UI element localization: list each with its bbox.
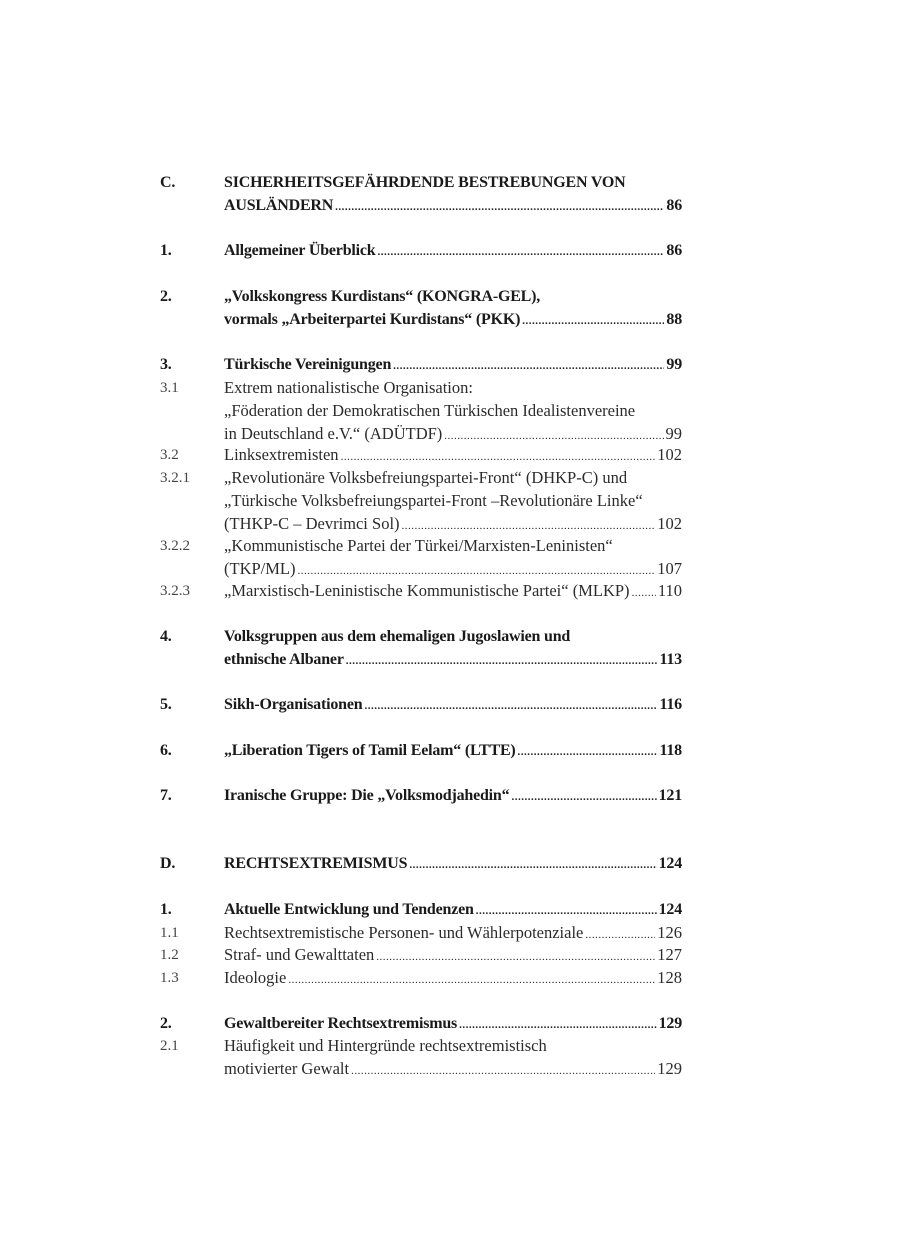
toc-entry[interactable]	[0, 172, 900, 214]
section-number: 1.	[160, 242, 172, 259]
dot-leader	[402, 515, 656, 538]
toc-entry[interactable]	[0, 626, 900, 668]
section-number: 1.	[160, 901, 172, 918]
page-number: 86	[666, 242, 682, 259]
page-number: 107	[657, 558, 682, 578]
entry-title	[224, 377, 682, 447]
section-number: C.	[160, 174, 176, 191]
entry-title	[224, 580, 682, 605]
page-number: 128	[657, 968, 682, 987]
page-number: 127	[657, 945, 682, 964]
section-number: 7.	[160, 787, 172, 804]
page-number: 118	[659, 742, 682, 759]
section-number: 2.	[160, 288, 172, 305]
entry-title-line: vormals „Arbeiterpartei Kurdistans“ (PKK)	[224, 310, 521, 328]
entry-title	[224, 467, 682, 537]
entry-title-line: „Volkskongress Kurdistans“ (KONGRA-GEL),	[224, 288, 541, 305]
section-number: 1.2	[160, 947, 179, 963]
page-number: 102	[657, 445, 682, 464]
section-number: 2.1	[160, 1038, 179, 1054]
page-number: 116	[659, 696, 682, 713]
entry-title-line: Türkische Vereinigungen	[224, 356, 392, 373]
page-number: 124	[658, 855, 682, 872]
dot-leader	[351, 1060, 655, 1083]
dot-leader	[522, 310, 664, 333]
section-number: 5.	[160, 696, 172, 713]
toc-entry[interactable]	[0, 580, 900, 604]
entry-title-line: RECHTSEXTREMISMUS	[224, 855, 408, 872]
entry-title	[224, 967, 682, 992]
entry-title	[224, 286, 682, 333]
section-number: 1.3	[160, 970, 179, 986]
section-number: 2.	[160, 1015, 172, 1032]
entry-title	[224, 172, 682, 219]
section-number: D.	[160, 855, 176, 872]
toc-entry[interactable]	[0, 444, 900, 468]
entry-title-line: Linksextremisten	[224, 445, 339, 464]
entry-title-line: (TKP/ML)	[224, 558, 296, 578]
dot-leader	[335, 196, 664, 219]
toc-entry[interactable]	[0, 785, 900, 809]
dot-leader	[364, 695, 657, 718]
entry-title-line: motivierter Gewalt	[224, 1058, 350, 1078]
entry-title	[224, 853, 682, 877]
page-number: 102	[657, 513, 682, 533]
page-number: 129	[658, 1015, 682, 1032]
section-number: 4.	[160, 628, 172, 645]
section-number: 3.2.3	[160, 583, 190, 599]
dot-leader	[341, 446, 656, 469]
entry-title-line: Rechtsextremistische Personen- und Wählerpotenziale	[224, 923, 584, 942]
dot-leader	[288, 969, 655, 992]
entry-title	[224, 899, 682, 923]
page-number: 126	[657, 923, 682, 942]
entry-title-line: Ideologie	[224, 968, 287, 987]
entry-title-line: (THKP-C – Devrimci Sol)	[224, 513, 400, 533]
section-number: 3.2	[160, 447, 179, 463]
entry-title-line: AUSLÄNDERN	[224, 196, 334, 214]
dot-leader	[377, 241, 664, 264]
toc-entry[interactable]	[0, 740, 900, 764]
entry-title	[224, 240, 682, 264]
entry-title-line: „Marxistisch-Leninistische Kommunistische Partei“ (MLKP)	[224, 581, 630, 600]
page-number: 99	[665, 423, 682, 443]
dot-leader	[476, 900, 657, 923]
section-number: 6.	[160, 742, 172, 759]
dot-leader	[518, 741, 658, 764]
section-number: 3.1	[160, 380, 179, 396]
dot-leader	[409, 854, 656, 877]
toc-entry[interactable]	[0, 377, 900, 443]
entry-title-line: SICHERHEITSGEFÄHRDENDE BESTREBUNGEN VON	[224, 174, 626, 191]
toc-entry[interactable]	[0, 1035, 900, 1078]
toc-entry[interactable]	[0, 944, 900, 968]
dot-leader	[511, 786, 656, 809]
dot-leader	[346, 650, 658, 673]
entry-title	[224, 944, 682, 969]
entry-title-line: „Föderation der Demokratischen Türkischen Idealistenvereine	[224, 400, 636, 420]
entry-title-line: „Türkische Volksbefreiungspartei-Front –Revolutionäre Linke“	[224, 490, 643, 510]
toc-entry[interactable]	[0, 354, 900, 378]
entry-title-line: Sikh-Organisationen	[224, 696, 363, 713]
entry-title-line: Straf- und Gewalttaten	[224, 945, 375, 964]
page-number: 121	[658, 787, 682, 804]
toc-entry[interactable]	[0, 286, 900, 328]
entry-title	[224, 535, 682, 583]
toc-entry[interactable]	[0, 467, 900, 533]
entry-title	[224, 444, 682, 469]
dot-leader	[376, 946, 655, 969]
entry-title	[224, 1035, 682, 1083]
section-number: 3.2.1	[160, 470, 190, 486]
section-number: 3.	[160, 356, 172, 373]
dot-leader	[393, 355, 664, 378]
page-number: 110	[657, 581, 682, 600]
entry-title-line: Gewaltbereiter Rechtsextremismus	[224, 1015, 458, 1032]
section-number: 3.2.2	[160, 538, 190, 554]
entry-title-line: Allgemeiner Überblick	[224, 242, 376, 259]
entry-title	[224, 740, 682, 764]
entry-title	[224, 1013, 682, 1037]
toc-entry[interactable]	[0, 899, 900, 923]
entry-title-line: ethnische Albaner	[224, 650, 344, 668]
page-number: 129	[657, 1058, 682, 1078]
entry-title-line: Aktuelle Entwicklung und Tendenzen	[224, 901, 474, 918]
toc-entry[interactable]	[0, 240, 900, 264]
dot-leader	[459, 1014, 657, 1037]
entry-title	[224, 626, 682, 673]
entry-title	[224, 785, 682, 809]
page-number: 99	[666, 356, 682, 373]
entry-title-line: Extrem nationalistische Organisation:	[224, 378, 473, 397]
page-number: 113	[659, 650, 682, 668]
entry-title-line: Iranische Gruppe: Die „Volksmodjahedin“	[224, 787, 510, 804]
toc-entry[interactable]	[0, 853, 900, 877]
section-number: 1.1	[160, 925, 179, 941]
entry-title-line: „Revolutionäre Volksbefreiungspartei-Front“ (DHKP-C) und	[224, 468, 628, 487]
toc-entry[interactable]	[0, 922, 900, 946]
page-number: 88	[666, 310, 682, 328]
dot-leader	[632, 582, 656, 605]
entry-title	[224, 694, 682, 718]
page-number: 124	[658, 901, 682, 918]
toc-entry[interactable]	[0, 1013, 900, 1037]
page-number: 86	[666, 196, 682, 214]
entry-title-line: „Kommunistische Partei der Türkei/Marxisten-Leninisten“	[224, 536, 613, 555]
entry-title	[224, 354, 682, 378]
entry-title-line: „Liberation Tigers of Tamil Eelam“ (LTTE)	[224, 742, 516, 759]
entry-title-line: Volksgruppen aus dem ehemaligen Jugoslawien und	[224, 628, 571, 645]
toc-entry[interactable]	[0, 967, 900, 991]
entry-title-line: Häufigkeit und Hintergründe rechtsextremistisch	[224, 1036, 547, 1055]
toc-entry[interactable]	[0, 694, 900, 718]
toc-entry[interactable]	[0, 535, 900, 578]
entry-title-line: in Deutschland e.V.“ (ADÜTDF)	[224, 423, 443, 443]
